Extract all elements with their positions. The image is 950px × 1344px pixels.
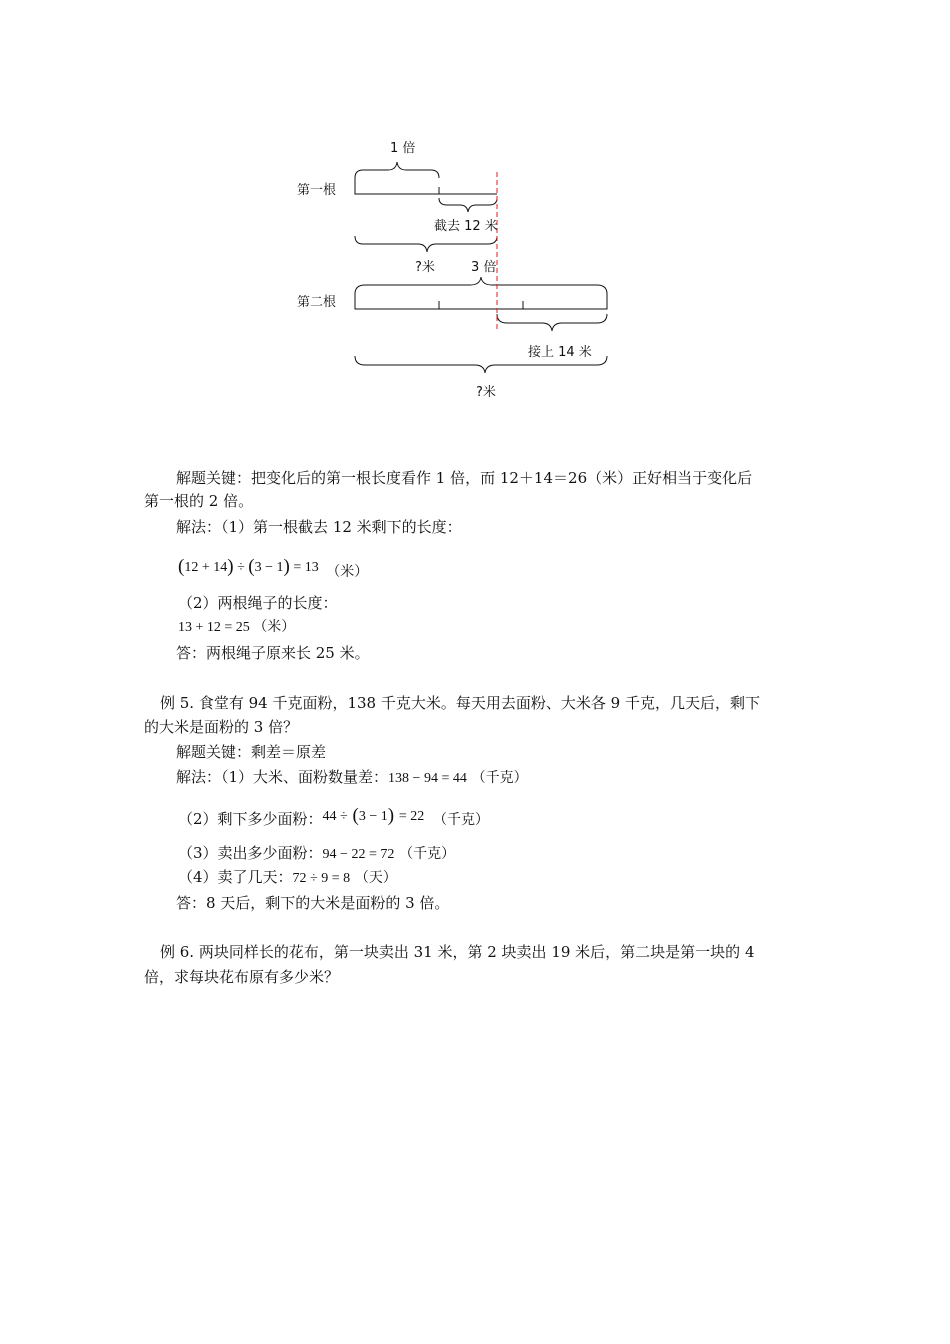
ex5-step4-unit: （天） — [354, 870, 397, 886]
label-three-times: 3 倍 — [471, 260, 497, 275]
q1-label: ?米 — [415, 260, 435, 275]
ex5-step2-b: 3 − 1 — [358, 809, 388, 824]
label-one-times: 1 倍 — [390, 141, 416, 156]
ex5-question-line-1: 例 5. 食堂有 94 千克面粉，138 千克大米。每天用去面粉、大米各 9 千克，几天后，剩下 — [160, 694, 760, 712]
ex5-step1-unit: （千克） — [471, 770, 528, 786]
answer-4: 答：两根绳子原来长 25 米。 — [176, 644, 370, 662]
formula-1-unit: （米） — [326, 565, 369, 580]
brace-join — [497, 314, 607, 331]
ex5-step4-label: （4）卖了几天： — [178, 868, 293, 886]
ex5-step2: （2）剩下多少面粉：44 ÷ (3 − 1) = 22 （千克） — [178, 805, 490, 828]
ex5-step4 — [178, 867, 397, 889]
ex5-step3 — [178, 843, 455, 865]
formula-2 — [178, 618, 295, 638]
step1-text: 解法：（1）第一根截去 12 米剩下的长度： — [176, 518, 462, 536]
row1-label: 第一根 — [297, 183, 337, 198]
ex5-step1-label: 解法：（1）大米、面粉数量差： — [176, 768, 389, 786]
step2-text: （2）两根绳子的长度： — [178, 594, 338, 612]
row2-label: 第二根 — [297, 295, 337, 310]
formula-1-a: 12 + 14 — [184, 560, 228, 575]
formula-1: (12 + 14) ÷ (3 − 1) = 13 （米） — [178, 556, 369, 580]
formula-1-d: = 13 — [293, 560, 319, 575]
join-label: 接上 14 米 — [528, 345, 592, 360]
formula-2-unit: （米） — [253, 620, 296, 635]
formula-1-b: ÷ — [237, 560, 245, 575]
formula-2-expr: 13 + 12 = 25 — [178, 620, 250, 635]
brace-three-times — [355, 277, 607, 294]
ex5-step3-expr: 94 − 22 = 72 — [322, 847, 395, 862]
key-line-2: 第一根的 2 倍。 — [144, 492, 254, 510]
ex6-question-line-2: 倍，求每块花布原有多少米？ — [144, 968, 340, 986]
key-line-1: 解题关键：把变化后的第一根长度看作 1 倍，而 12＋14＝26（米）正好相当于变化后 — [176, 469, 753, 487]
row1-segment — [355, 178, 497, 194]
ex5-step3-label: （3）卖出多少面粉： — [178, 844, 323, 862]
ex5-step2-unit: （千克） — [433, 812, 490, 828]
row2-segment — [355, 294, 607, 309]
line-segment-diagram — [0, 0, 950, 420]
brace-one-times — [355, 162, 439, 178]
brace-cut — [439, 198, 497, 212]
ex5-step1-expr: 138 − 94 = 44 — [388, 771, 467, 786]
cut-label: 截去 12 米 — [434, 219, 498, 234]
ex5-step4-expr: 72 ÷ 9 = 8 — [292, 871, 351, 886]
answer-5: 答：8 天后，剩下的大米是面粉的 3 倍。 — [176, 894, 450, 912]
q2-label: ?米 — [476, 385, 496, 400]
formula-1-c: 3 − 1 — [254, 560, 284, 575]
ex5-key: 解题关键：剩差＝原差 — [176, 743, 327, 761]
brace-row1-total — [355, 236, 497, 252]
ex5-step2-label: （2）剩下多少面粉： — [178, 810, 323, 828]
ex5-step3-unit: （千克） — [399, 846, 456, 862]
ex5-step1 — [176, 767, 528, 789]
ex6-question-line-1: 例 6. 两块同样长的花布，第一块卖出 31 米，第 2 块卖出 19 米后，第二块是第一块的 4 — [160, 943, 755, 961]
ex5-question-line-2: 的大米是面粉的 3 倍？ — [144, 718, 299, 736]
ex5-step2-a: 44 ÷ — [322, 809, 348, 824]
ex5-step2-c: = 22 — [398, 809, 425, 824]
